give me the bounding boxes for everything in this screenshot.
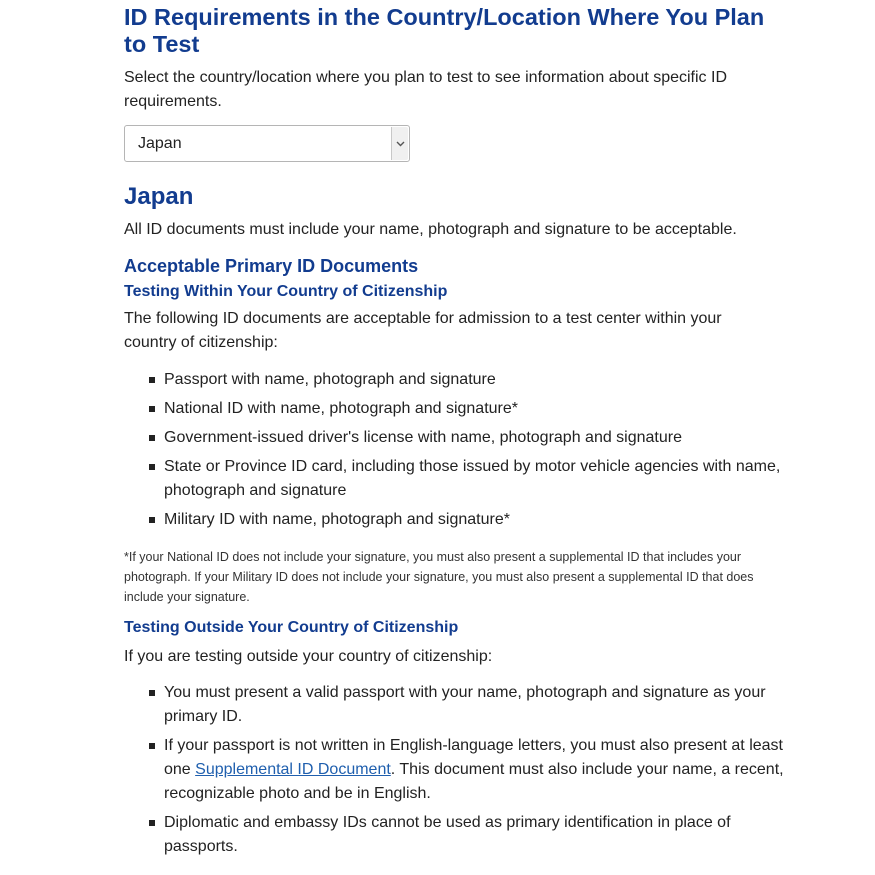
bullet-icon [149,743,155,749]
within-citizenship-heading: Testing Within Your Country of Citizenship [124,283,448,300]
list-item: State or Province ID card, including those issued by motor vehicle agencies with name, photograph and signature [124,455,784,503]
list-item: National ID with name, photograph and signature* [124,397,784,421]
bullet-icon [149,517,155,523]
within-id-list [124,368,784,537]
bullet-icon [149,377,155,383]
footnote: *If your National ID does not include your signature, you must also present a supplemental ID that includes your photograph. If your Military ID does not include your signature, you must also present a supplemental ID that does include your signature. [124,550,754,604]
outside-citizenship-text: If you are testing outside your country of citizenship: [124,648,493,665]
bullet-icon [149,435,155,441]
bullet-icon [149,406,155,412]
list-item: Diplomatic and embassy IDs cannot be used as primary identification in place of passports. [124,811,784,859]
outside-id-list [124,681,784,864]
country-select-value: Japan [138,135,182,152]
country-select[interactable] [124,125,410,162]
page-title: ID Requirements in the Country/Location Where You Plan to Test [124,4,765,57]
bullet-icon [149,690,155,696]
list-item: You must present a valid passport with your name, photograph and signature as your primary ID. [124,681,784,729]
bullet-icon [149,464,155,470]
content-area [124,0,784,855]
country-title: Japan [124,183,194,210]
primary-id-heading: Acceptable Primary ID Documents [124,256,419,276]
list-item: If your passport is not written in English-language letters, you must also present at least one Supplemental ID Document. This document must also include your name, a recent, recognizable photo and be in English. [124,734,784,806]
bullet-icon [149,820,155,826]
chevron-down-icon[interactable] [391,127,408,160]
outside-citizenship-heading: Testing Outside Your Country of Citizenship [124,619,459,636]
list-item: Passport with name, photograph and signature [124,368,784,392]
intro-text: Select the country/location where you plan to test to see information about specific ID requirements. [124,69,727,110]
list-item: Military ID with name, photograph and signature* [124,508,784,532]
all-docs-text: All ID documents must include your name, photograph and signature to be acceptable. [124,221,737,238]
supplemental-id-link[interactable]: Supplemental ID Document [195,761,391,778]
list-item: Government-issued driver's license with name, photograph and signature [124,426,784,450]
within-citizenship-text: The following ID documents are acceptable for admission to a test center within your country of citizenship: [124,310,722,351]
